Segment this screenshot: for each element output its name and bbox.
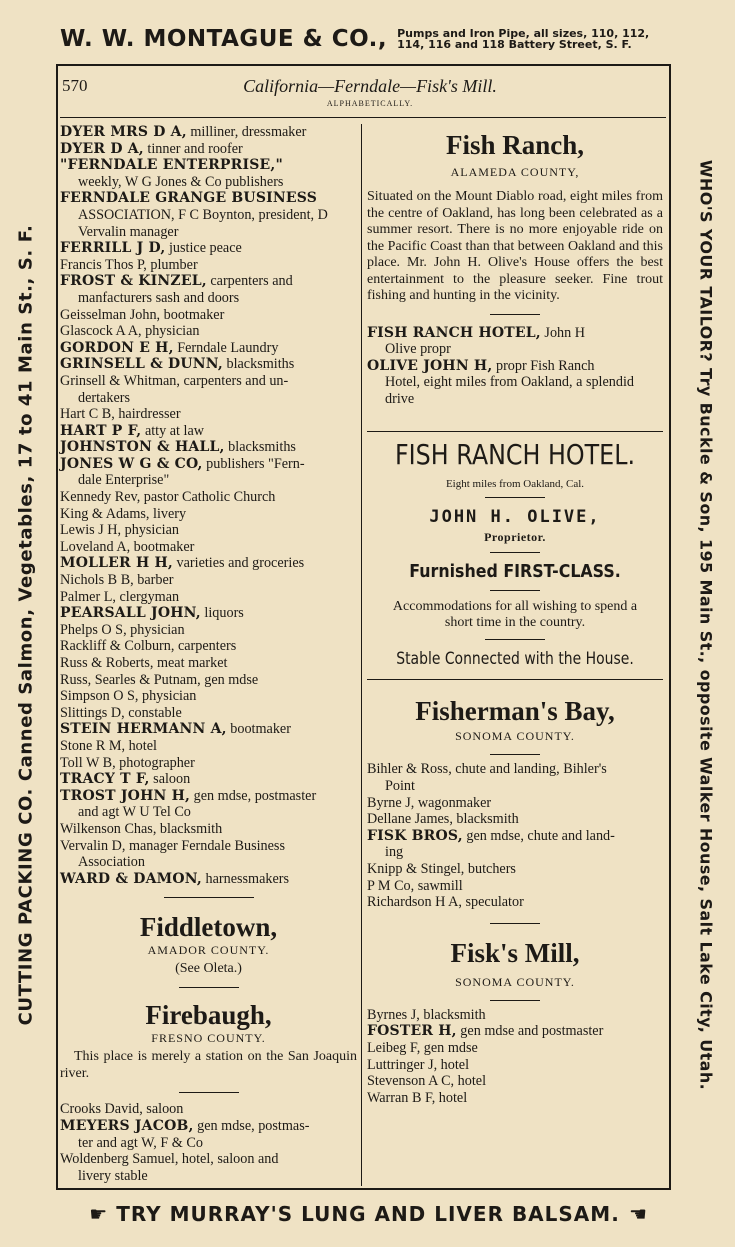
entry-name: DYER MRS D A, — [60, 124, 187, 140]
directory-entry — [60, 456, 357, 489]
entry-description: justice peace — [165, 240, 242, 257]
entry-name: TROST JOHN H, — [60, 787, 191, 804]
header-rule — [60, 117, 666, 118]
ad-furnished: Furnished FIRST-CLASS. — [409, 561, 621, 583]
directory-entry — [60, 655, 357, 672]
entry-description: gen mdse, postmaster — [190, 787, 317, 804]
top-ad-line1: Pumps and Iron Pipe, all sizes, 110, 112, — [397, 27, 650, 40]
directory-entry — [60, 1101, 357, 1118]
entry-description: Vervalin D, manager Ferndale Business — [60, 837, 285, 854]
directory-entry — [367, 1007, 663, 1024]
entry-description: carpenters and — [206, 273, 293, 290]
entry-description: Stevenson A C, hotel — [367, 1073, 487, 1090]
entry-name: DYER D A, — [60, 140, 144, 157]
ad-separator — [485, 639, 545, 640]
entry-description: Simpson O S, physician — [60, 688, 197, 705]
directory-entry — [60, 356, 357, 373]
directory-entry — [60, 788, 357, 821]
entry-description: Slittings D, constable — [60, 704, 182, 721]
column-divider — [361, 124, 362, 1186]
ferndale-directory-list — [60, 124, 357, 887]
directory-entry — [60, 124, 357, 141]
firebaugh-description: This place is merely a station on the San Joaquin river. — [60, 1049, 357, 1081]
right-side-advertisement — [680, 70, 732, 1180]
directory-entry — [60, 323, 357, 340]
fish-ranch-directory-list — [367, 325, 663, 408]
entry-description: Richardson H A, speculator — [367, 894, 524, 911]
firebaugh-county: FRESNO COUNTY. — [151, 1031, 266, 1046]
entry-description: Wilkenson Chas, blacksmith — [60, 820, 223, 837]
top-advertisement — [60, 26, 680, 62]
ad-bottom-rule — [367, 679, 663, 680]
ad-owner-name: JOHN H. OLIVE, — [429, 507, 601, 528]
directory-entry — [60, 340, 357, 357]
entry-description: Knipp & Stingel, butchers — [367, 861, 516, 878]
ad-hotel-location: Eight miles from Oakland, Cal. — [445, 478, 585, 491]
entry-name: FISK BROS, — [367, 827, 463, 844]
section-separator — [490, 754, 540, 755]
fishermans-bay-heading: Fisherman's Bay, — [415, 696, 615, 727]
directory-entry — [60, 141, 357, 158]
entry-description: Russ & Roberts, meat market — [60, 655, 228, 671]
entry-continuation: dertakers — [78, 389, 130, 406]
directory-entry — [60, 755, 357, 772]
entry-description: Hart C B, hairdresser — [60, 406, 181, 423]
section-separator — [490, 923, 540, 924]
entry-description: Luttringer J, hotel — [367, 1056, 470, 1073]
entry-description: Francis Thos P, plumber — [60, 256, 198, 273]
ad-owner-role: Proprietor. — [484, 530, 546, 545]
entry-name: WARD & DAMON, — [60, 870, 202, 887]
entry-description: propr Fish Ranch — [492, 357, 595, 374]
directory-entry — [60, 605, 357, 622]
entry-name: FROST & KINZEL, — [60, 273, 207, 290]
entry-name: GORDON E H, — [60, 339, 174, 356]
entry-description: publishers "Fern- — [202, 455, 305, 472]
entry-name: FISH RANCH HOTEL, — [367, 324, 541, 341]
ad-stable: Stable Connected with the House. — [396, 649, 634, 670]
left-side-text: CUTTING PACKING CO. Canned Salmon, Vegetables, 17 to 41 Main St., S. F. — [15, 224, 37, 1026]
fiddletown-county: AMADOR COUNTY. — [147, 943, 270, 958]
entry-description: Rackliff & Colburn, carpenters — [60, 638, 237, 655]
entry-description: blacksmiths — [224, 439, 296, 456]
entry-description: atty at law — [141, 422, 205, 439]
top-ad-details — [397, 28, 649, 50]
entry-description: Geisselman John, bootmaker — [60, 306, 225, 323]
ad-separator — [490, 552, 540, 553]
fishermans-bay-directory-list — [367, 761, 663, 910]
entry-description: liquors — [200, 605, 244, 622]
section-separator — [179, 1092, 239, 1093]
directory-entry — [367, 861, 663, 878]
directory-entry — [367, 325, 663, 358]
frame-top-rule — [56, 64, 671, 66]
directory-entry — [60, 257, 357, 274]
entry-description: Loveland A, bootmaker — [60, 538, 195, 555]
right-side-text: WHO'S YOUR TAILOR? Try Buckle & Son, 195 Main St., opposite Walker House, Salt Lake City, Utah. — [696, 159, 716, 1091]
directory-entry — [367, 828, 663, 861]
directory-entry — [60, 439, 357, 456]
directory-entry — [60, 821, 357, 838]
footer-text: TRY MURRAY'S LUNG AND LIVER BALSAM. — [116, 1202, 620, 1226]
entry-name: OLIVE JOHN H, — [367, 357, 493, 374]
entry-description: blacksmiths — [222, 356, 295, 373]
entry-name: FERNDALE GRANGE BUSINESS — [60, 190, 318, 207]
directory-entry — [367, 811, 663, 828]
page-title: California—Ferndale—Fisk's Mill. — [243, 76, 497, 96]
entry-description: Grinsell & Whitman, carpenters and un- — [60, 372, 289, 389]
entry-name: PEARSALL JOHN, — [60, 605, 201, 622]
firebaugh-heading: Firebaugh, — [145, 1000, 272, 1031]
entry-description: Palmer L, clergyman — [60, 588, 180, 605]
entry-description: John H — [540, 324, 586, 341]
entry-name: "FERNDALE ENTERPRISE," — [60, 157, 283, 174]
entry-description: Dellane James, blacksmith — [367, 811, 519, 828]
fish-ranch-county: ALAMEDA COUNTY, — [450, 165, 580, 179]
entry-description: harnessmakers — [201, 870, 290, 887]
directory-entry — [367, 1040, 663, 1057]
entry-description: tinner and roofer — [143, 140, 243, 157]
fish-ranch-heading: Fish Ranch, — [445, 130, 585, 160]
entry-continuation: and agt W U Tel Co — [78, 804, 191, 821]
directory-entry — [367, 1073, 663, 1090]
directory-entry — [60, 638, 357, 655]
directory-entry — [367, 761, 663, 794]
directory-entry — [60, 373, 357, 406]
entry-description: Lewis J H, physician — [60, 522, 180, 539]
directory-entry — [367, 1057, 663, 1074]
directory-entry — [60, 406, 357, 423]
directory-entry — [60, 273, 357, 306]
entry-description: Russ, Searles & Putnam, gen mdse — [60, 671, 259, 688]
directory-entry — [367, 1023, 663, 1040]
entry-name: TRACY T F, — [60, 771, 150, 788]
section-separator — [164, 897, 254, 898]
page-subtitle: ALPHABETICALLY. — [326, 99, 414, 108]
top-ad-line2: 114, 116 and 118 Battery Street, S. F. — [397, 38, 632, 51]
directory-entry — [60, 539, 357, 556]
entry-description: Nichols B B, barber — [60, 572, 174, 589]
directory-entry — [60, 589, 357, 606]
entry-name: JOHNSTON & HALL, — [60, 439, 225, 456]
fiddletown-note: (See Oleta.) — [175, 961, 242, 977]
entry-name: FOSTER H, — [367, 1023, 457, 1040]
directory-entry — [60, 555, 357, 572]
fiddletown-heading: Fiddletown, — [139, 912, 278, 943]
right-column — [367, 124, 663, 1106]
entry-name: HART P F, — [60, 422, 142, 439]
entry-continuation: Association — [78, 854, 145, 871]
entry-continuation: ASSOCIATION, F C Boynton, president, D Vervalin manager — [78, 206, 328, 240]
entry-continuation: Hotel, eight miles from Oakland, a splendid drive — [385, 374, 635, 407]
footer-advertisement — [58, 1202, 678, 1226]
directory-entry — [60, 771, 357, 788]
entry-description: Byrnes J, blacksmith — [367, 1006, 486, 1023]
entry-name: GRINSELL & DUNN, — [60, 356, 223, 373]
section-separator — [179, 987, 239, 988]
entry-description: Stone R M, hotel — [60, 737, 157, 754]
directory-entry — [60, 721, 357, 738]
fisks-mill-county: SONOMA COUNTY. — [455, 974, 575, 989]
entry-name: MEYERS JACOB, — [60, 1117, 194, 1134]
fisks-mill-heading: Fisk's Mill, — [450, 937, 580, 968]
directory-entry — [60, 1151, 357, 1184]
directory-entry — [60, 190, 357, 240]
directory-entry — [60, 1118, 357, 1151]
directory-entry — [60, 838, 357, 871]
ad-separator — [490, 590, 540, 591]
fisks-mill-directory-list — [367, 1007, 663, 1107]
entry-description: gen mdse, postmas- — [193, 1117, 310, 1134]
entry-description: Glascock A A, physician — [60, 323, 200, 340]
entry-name: JONES W G & CO, — [60, 455, 203, 472]
left-side-advertisement — [0, 70, 52, 1180]
ad-accommodations: Accommodations for all wishing to spend a short time in the country. — [392, 599, 638, 631]
entry-description: gen mdse and postmaster — [456, 1023, 604, 1040]
directory-entry — [60, 705, 357, 722]
entry-name: STEIN HERMANN A, — [60, 721, 227, 738]
entry-name: FERRILL J D, — [60, 240, 166, 257]
entry-description: Ferndale Laundry — [173, 339, 279, 356]
ad-separator — [485, 497, 545, 498]
directory-entry — [367, 795, 663, 812]
directory-entry — [60, 240, 357, 257]
entry-continuation: manfacturers sash and doors — [78, 289, 240, 306]
entry-description: Kennedy Rev, pastor Catholic Church — [60, 489, 276, 506]
directory-entry — [60, 506, 357, 523]
directory-entry — [367, 894, 663, 911]
directory-entry — [60, 871, 357, 888]
entry-description: milliner, dressmaker — [186, 124, 307, 140]
entry-continuation: dale Enterprise" — [78, 472, 170, 489]
entry-continuation: weekly, W G Jones & Co publishers — [78, 173, 284, 190]
entry-continuation: livery stable — [78, 1167, 148, 1184]
top-ad-firm: W. W. MONTAGUE & CO., — [60, 26, 388, 52]
directory-entry — [60, 423, 357, 440]
directory-entry — [60, 489, 357, 506]
entry-continuation: ing — [385, 844, 404, 861]
fish-ranch-hotel-advertisement — [367, 432, 663, 669]
entry-description: Leibeg F, gen mdse — [367, 1040, 478, 1056]
entry-description: Byrne J, wagonmaker — [367, 794, 492, 811]
left-column — [60, 124, 357, 1184]
pointing-hand-icon: ☛ — [627, 1202, 647, 1226]
frame-right-rule — [669, 64, 671, 1190]
directory-entry — [60, 157, 357, 190]
entry-description: Warran B F, hotel — [367, 1089, 468, 1106]
entry-description: Phelps O S, physician — [60, 621, 185, 638]
firebaugh-directory-list — [60, 1101, 357, 1184]
directory-entry — [60, 672, 357, 689]
directory-entry — [367, 878, 663, 895]
section-separator — [490, 1000, 540, 1001]
entry-description: Crooks David, saloon — [60, 1101, 184, 1118]
section-separator — [490, 314, 540, 315]
fish-ranch-description: Situated on the Mount Diablo road, eight miles from the centre of Oakland, has long been celebrated as a summer resort. There is no more enjoyable ride on the Pacific Coast than that between Oakland and this place. Mr. John H. Olive's House offers the best entertainment to the pleasure seeker. Fine trout fishing and hunting in the vicinity. — [367, 189, 663, 303]
directory-entry — [60, 622, 357, 639]
directory-entry — [60, 522, 357, 539]
directory-entry — [60, 307, 357, 324]
directory-entry — [60, 572, 357, 589]
directory-entry — [60, 688, 357, 705]
entry-continuation: Point — [385, 778, 415, 795]
entry-continuation: ter and agt W, F & Co — [78, 1134, 203, 1151]
directory-entry — [367, 358, 663, 408]
directory-entry — [60, 738, 357, 755]
entry-description: gen mdse, chute and land- — [462, 827, 615, 844]
entry-continuation: Olive propr — [385, 341, 451, 358]
entry-description: saloon — [149, 771, 191, 788]
page-number: 570 — [62, 76, 88, 95]
frame-bottom-rule — [56, 1188, 671, 1190]
entry-description: P M Co, sawmill — [367, 877, 463, 894]
entry-description: varieties and groceries — [172, 555, 305, 572]
entry-description: Woldenberg Samuel, hotel, saloon and — [60, 1151, 279, 1168]
entry-description: King & Adams, livery — [60, 505, 187, 522]
directory-entry — [367, 1090, 663, 1107]
entry-description: Bihler & Ross, chute and landing, Bihler's — [367, 761, 607, 778]
entry-description: Toll W B, photographer — [60, 754, 195, 771]
entry-name: MOLLER H H, — [60, 555, 173, 572]
frame-left-rule — [56, 64, 58, 1190]
fishermans-bay-county: SONOMA COUNTY. — [455, 729, 575, 744]
ad-hotel-title: FISH RANCH HOTEL. — [394, 438, 636, 472]
pointing-hand-icon: ☛ — [89, 1202, 109, 1226]
entry-description: bootmaker — [226, 721, 291, 738]
